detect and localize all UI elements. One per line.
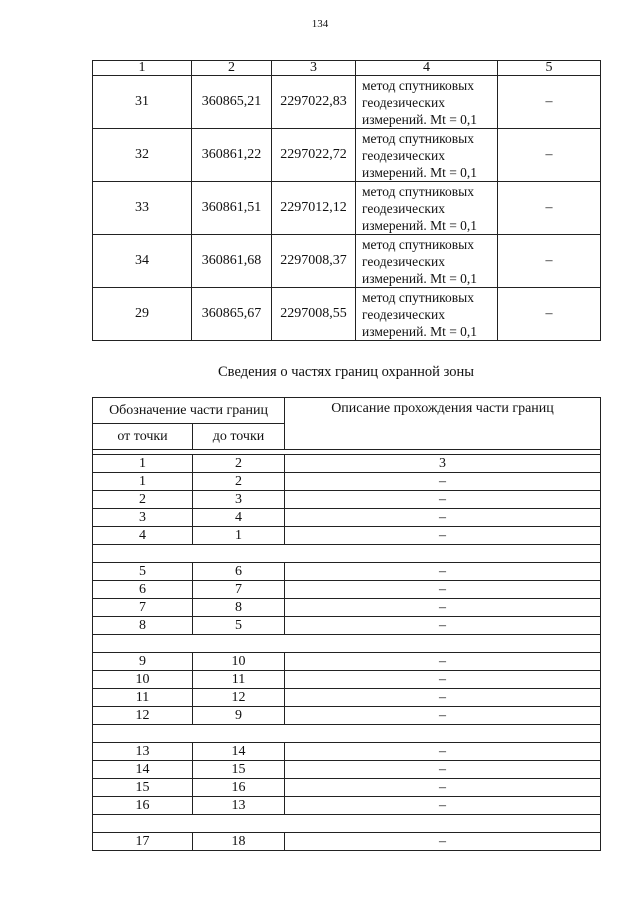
description-cell: – [285, 581, 601, 599]
to-point-cell: 9 [193, 707, 285, 725]
note-cell: – [498, 129, 601, 182]
from-point-cell: 5 [93, 563, 193, 581]
from-point-cell: 7 [93, 599, 193, 617]
description-cell: – [285, 779, 601, 797]
method-cell [356, 235, 498, 288]
method-line: геодезических [362, 94, 445, 110]
column-number-cell: 2 [193, 455, 285, 473]
to-point-header: до точки [193, 424, 285, 450]
x-coordinate-cell: 360861,68 [192, 235, 272, 288]
from-point-cell: 3 [93, 509, 193, 527]
table-row [93, 527, 601, 545]
table-row [93, 581, 601, 599]
from-point-cell: 15 [93, 779, 193, 797]
description-cell: – [285, 689, 601, 707]
blank-cell [93, 635, 601, 653]
table-row [93, 707, 601, 725]
column-number-row [93, 455, 601, 473]
blank-cell [93, 725, 601, 743]
blank-row [93, 725, 601, 743]
method-line: метод спутниковых [362, 236, 474, 252]
description-cell: – [285, 743, 601, 761]
to-point-cell: 4 [193, 509, 285, 527]
description-cell: – [285, 797, 601, 815]
blank-row [93, 635, 601, 653]
table-row [93, 617, 601, 635]
y-coordinate-cell: 2297022,83 [272, 76, 356, 129]
y-coordinate-cell: 2297022,72 [272, 129, 356, 182]
method-line: метод спутниковых [362, 130, 474, 146]
x-coordinate-cell: 360865,21 [192, 76, 272, 129]
x-coordinate-cell: 360865,67 [192, 288, 272, 341]
to-point-cell: 12 [193, 689, 285, 707]
point-number-cell: 29 [93, 288, 192, 341]
column-number-cell: 2 [192, 61, 272, 76]
to-point-cell: 15 [193, 761, 285, 779]
to-point-cell: 5 [193, 617, 285, 635]
note-cell: – [498, 182, 601, 235]
from-point-cell: 1 [93, 473, 193, 491]
description-cell: – [285, 671, 601, 689]
table-row [93, 288, 601, 341]
header-row [93, 61, 601, 76]
to-point-cell: 10 [193, 653, 285, 671]
point-number-cell: 33 [93, 182, 192, 235]
table-row [93, 563, 601, 581]
column-number-cell: 3 [285, 455, 601, 473]
from-point-cell: 16 [93, 797, 193, 815]
note-cell: – [498, 76, 601, 129]
table-row [93, 129, 601, 182]
to-point-cell: 7 [193, 581, 285, 599]
table-row [93, 653, 601, 671]
method-cell [356, 182, 498, 235]
coordinates-table [92, 60, 601, 341]
to-point-cell: 16 [193, 779, 285, 797]
description-cell: – [285, 509, 601, 527]
to-point-cell: 3 [193, 491, 285, 509]
section-title: Сведения о частях границ охранной зоны [218, 364, 474, 380]
point-number-cell: 31 [93, 76, 192, 129]
from-point-cell: 14 [93, 761, 193, 779]
method-line: измерений. Mt = 0,1 [362, 217, 478, 233]
note-cell: – [498, 288, 601, 341]
table-row [93, 689, 601, 707]
from-point-cell: 9 [93, 653, 193, 671]
method-line: измерений. Mt = 0,1 [362, 111, 478, 127]
description-cell: – [285, 527, 601, 545]
to-point-cell: 6 [193, 563, 285, 581]
from-point-header: от точки [93, 424, 193, 450]
from-point-cell: 2 [93, 491, 193, 509]
from-point-cell: 11 [93, 689, 193, 707]
column-number-cell: 3 [272, 61, 356, 76]
blank-cell [93, 545, 601, 563]
header-row [93, 398, 601, 424]
boundary-parts-table [92, 397, 601, 851]
from-point-cell: 13 [93, 743, 193, 761]
column-number-cell: 5 [498, 61, 601, 76]
table-row [93, 491, 601, 509]
column-number-cell: 1 [93, 455, 193, 473]
table-row [93, 797, 601, 815]
description-cell: – [285, 833, 601, 851]
table-row [93, 509, 601, 527]
method-line: геодезических [362, 200, 445, 216]
description-cell: – [285, 617, 601, 635]
from-point-cell: 10 [93, 671, 193, 689]
description-cell: – [285, 707, 601, 725]
table-row [93, 671, 601, 689]
note-cell: – [498, 235, 601, 288]
method-cell [356, 288, 498, 341]
from-point-cell: 17 [93, 833, 193, 851]
y-coordinate-cell: 2297008,37 [272, 235, 356, 288]
to-point-cell: 1 [193, 527, 285, 545]
page-number: 134 [311, 18, 329, 30]
description-cell: – [285, 599, 601, 617]
table-row [93, 599, 601, 617]
x-coordinate-cell: 360861,51 [192, 182, 272, 235]
table-row [93, 182, 601, 235]
table-row [93, 743, 601, 761]
blank-row [93, 545, 601, 563]
method-line: измерений. Mt = 0,1 [362, 323, 478, 339]
from-point-cell: 8 [93, 617, 193, 635]
method-line: метод спутниковых [362, 77, 474, 93]
to-point-cell: 18 [193, 833, 285, 851]
from-point-cell: 12 [93, 707, 193, 725]
to-point-cell: 13 [193, 797, 285, 815]
to-point-cell: 8 [193, 599, 285, 617]
to-point-cell: 2 [193, 473, 285, 491]
method-line: геодезических [362, 147, 445, 163]
to-point-cell: 11 [193, 671, 285, 689]
description-cell: – [285, 491, 601, 509]
table-row [93, 779, 601, 797]
blank-row [93, 815, 601, 833]
method-line: метод спутниковых [362, 183, 474, 199]
part-designation-header: Обозначение части границ [93, 398, 285, 424]
method-line: метод спутниковых [362, 289, 474, 305]
table-row [93, 761, 601, 779]
description-cell: – [285, 761, 601, 779]
description-cell: – [285, 473, 601, 491]
method-cell [356, 76, 498, 129]
table-row [93, 473, 601, 491]
point-number-cell: 34 [93, 235, 192, 288]
x-coordinate-cell: 360861,22 [192, 129, 272, 182]
blank-cell [93, 815, 601, 833]
column-number-cell: 4 [356, 61, 498, 76]
method-cell [356, 129, 498, 182]
column-number-cell: 1 [93, 61, 192, 76]
method-line: геодезических [362, 253, 445, 269]
description-header: Описание прохождения части границ [285, 398, 601, 450]
method-line: измерений. Mt = 0,1 [362, 164, 478, 180]
method-line: геодезических [362, 306, 445, 322]
description-cell: – [285, 563, 601, 581]
from-point-cell: 4 [93, 527, 193, 545]
method-line: измерений. Mt = 0,1 [362, 270, 478, 286]
y-coordinate-cell: 2297008,55 [272, 288, 356, 341]
from-point-cell: 6 [93, 581, 193, 599]
description-cell: – [285, 653, 601, 671]
to-point-cell: 14 [193, 743, 285, 761]
table-row [93, 235, 601, 288]
point-number-cell: 32 [93, 129, 192, 182]
table-row [93, 76, 601, 129]
y-coordinate-cell: 2297012,12 [272, 182, 356, 235]
table-row [93, 833, 601, 851]
